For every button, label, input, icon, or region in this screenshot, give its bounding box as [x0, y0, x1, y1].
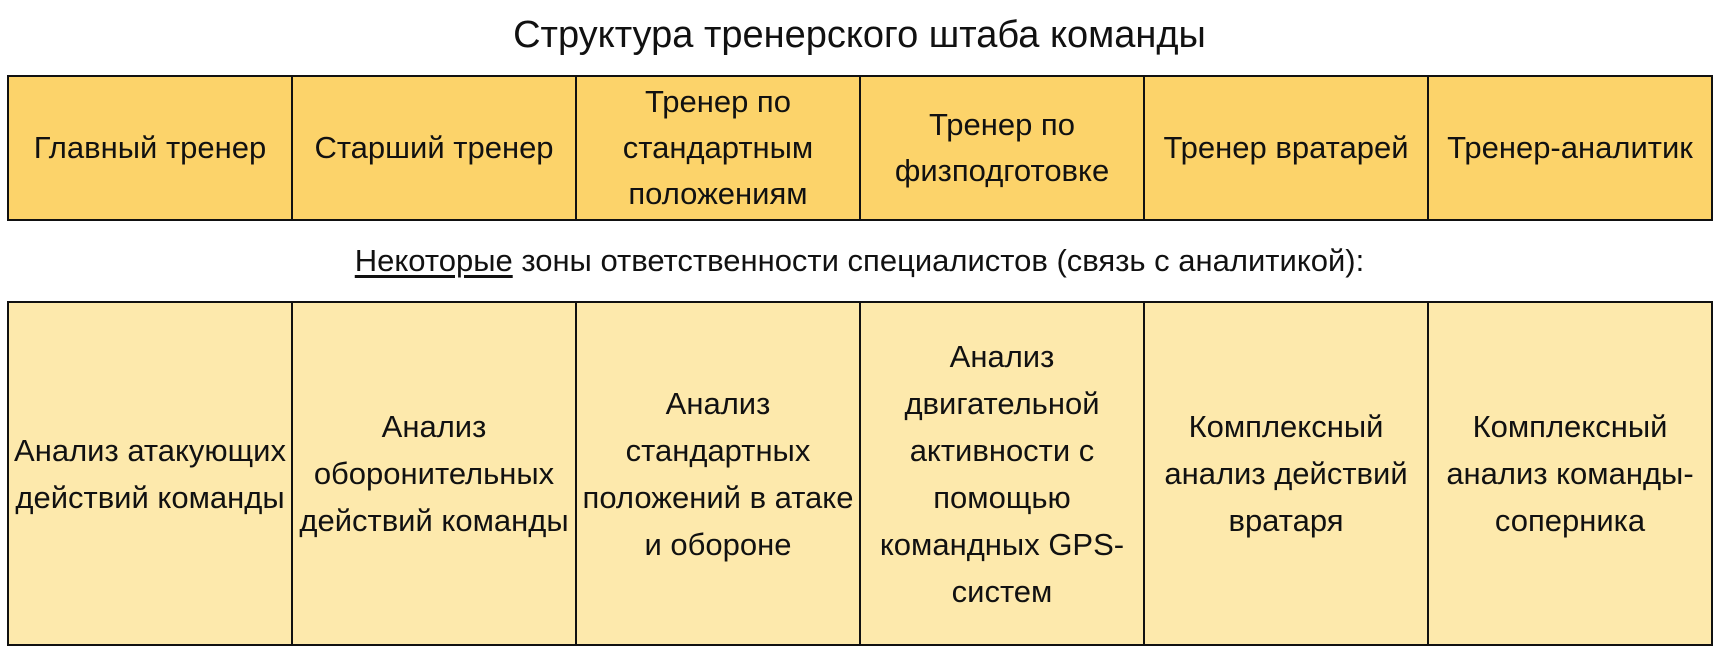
subtitle-rest: зоны ответственности специалистов (связь с аналитикой): [512, 243, 1365, 278]
responsibility-cell-gps: Анализ двигательной активности с помощью командных GPS-систем [861, 303, 1145, 644]
responsibility-cell-defense: Анализ оборонительных действий команды [293, 303, 577, 644]
role-cell-analyst-coach: Тренер-аналитик [1447, 130, 1693, 165]
role-cell-set-pieces-coach: Тренер по стандартным положениям [577, 77, 861, 219]
responsibilities-row [7, 301, 1713, 646]
responsibility-cell-goalkeeper: Комплексный анализ действий вратаря [1145, 303, 1429, 644]
roles-row [7, 75, 1713, 221]
responsibility-cell-attack: Анализ атакующих действий команды [9, 303, 293, 644]
responsibility-cell-opponent: Комплексный анализ команды-соперника [1446, 409, 1694, 538]
role-cell-head-coach: Главный тренер [9, 77, 293, 219]
role-cell-fitness-coach: Тренер по физподготовке [861, 77, 1145, 219]
role-cell-goalkeeper-coach: Тренер вратарей [1145, 77, 1429, 219]
subtitle-underlined-word: Некоторые [354, 243, 513, 278]
responsibilities-subtitle [0, 238, 1719, 284]
role-cell-senior-coach: Старший тренер [293, 77, 577, 219]
responsibility-cell-set-pieces: Анализ стандартных положений в атаке и обороне [577, 303, 861, 644]
page-title: Структура тренерского штаба команды [513, 14, 1206, 56]
